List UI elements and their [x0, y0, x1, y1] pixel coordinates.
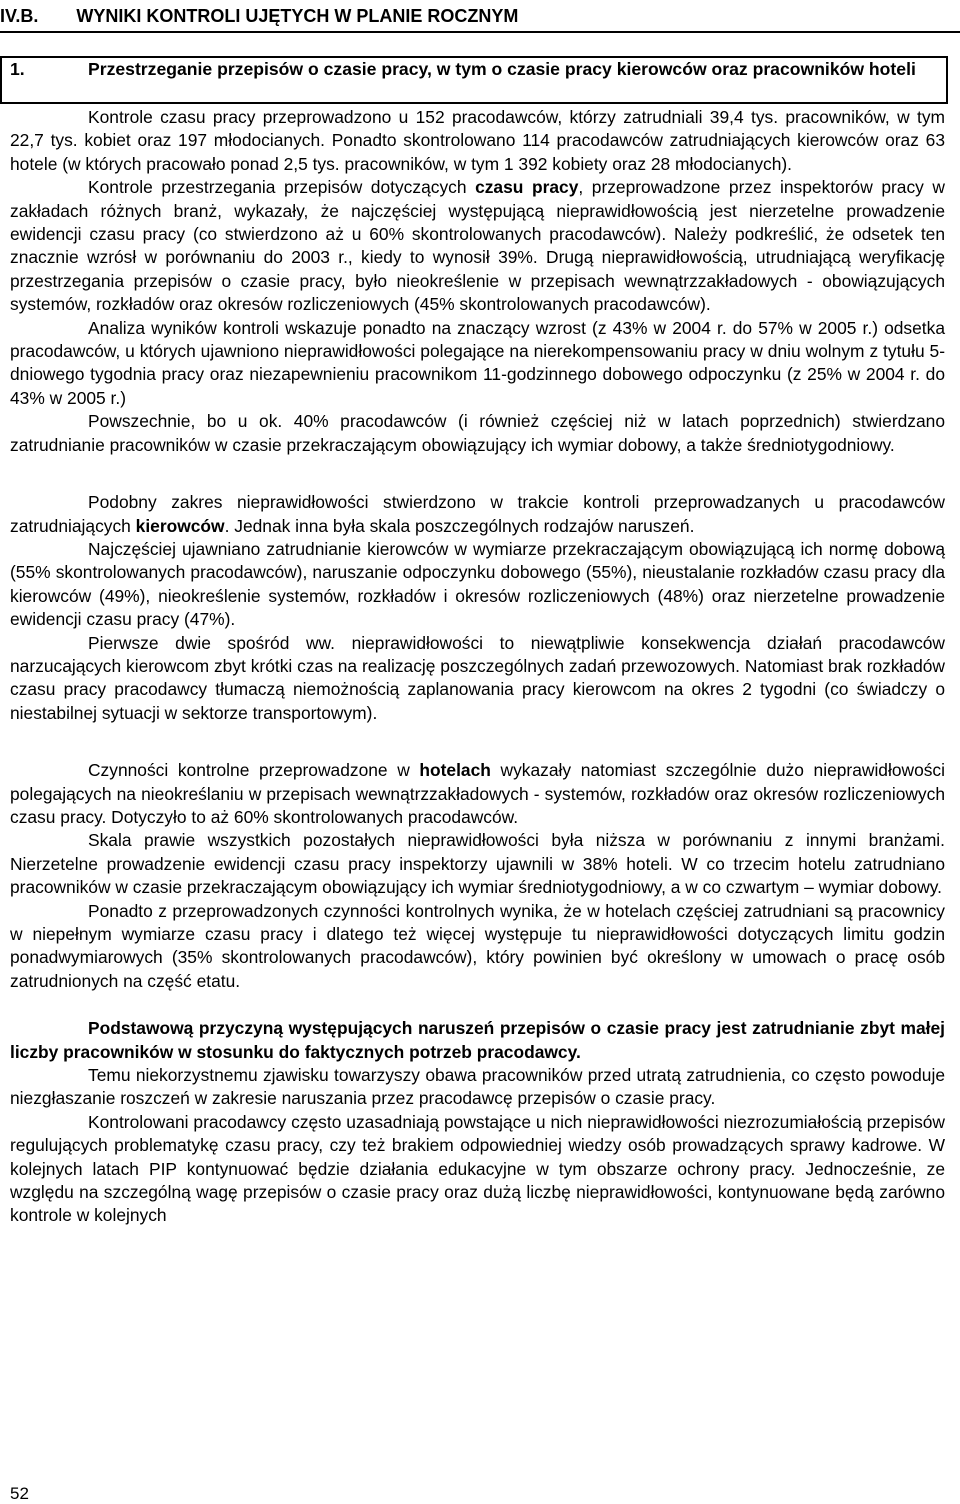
paragraph-2: Kontrole przestrzegania przepisów dotyczących czasu pracy, przeprowadzone przez inspektorów pracy w zakładach różnych branż, wykazały, że najczęściej występującą nieprawidłowością jest nierzetelne prowadzenie ewidencji czasu pracy (co stwierdzono aż u 60% skontrolowanych pracodawców). Należy podkreślić, że odsetek ten znacznie wzrósł w porównaniu do 2003 r., kiedy to wynosił 39%. Drugą nieprawidłowością, utrudniającą weryfikację przestrzegania przepisów o czasie pracy, było nieokreślenie w przepisach wewnątrzzakładowych - obowiązujących systemów, rozkładów oraz okresów rozliczeniowych (45% skontrolowanych pracodawców). [10, 177, 945, 315]
section-underline [0, 31, 960, 33]
subsection-heading [10, 58, 945, 82]
section-number: IV.B. [0, 6, 39, 26]
paragraph-10: Ponadto z przeprowadzonych czynności kontrolnych wynika, że w hotelach częściej zatrudniani są pracownicy w niepełnym wymiarze czasu pracy i dlatego też więcej występuje tu nieprawidłowości dotyczących limitu godzin ponadwymiarowych (35% skontrolowanych pracodawców), który powinien być określony w umowach o pracę osób zatrudnionych na część etatu. [10, 900, 945, 991]
subsection-number: 1. [10, 59, 25, 79]
section-title: WYNIKI KONTROLI UJĘTYCH W PLANIE ROCZNYM [76, 6, 519, 26]
paragraph-12: Temu niekorzystnemu zjawisku towarzyszy obawa pracowników przed utratą zatrudnienia, co często powoduje niezgłaszanie roszczeń w zakresie naruszania przez pracodawcę przepisów o czasie pracy. [10, 1065, 945, 1109]
paragraph-4: Powszechnie, bo u ok. 40% pracodawców (i również częściej niż w latach poprzednich) stwierdzano zatrudnianie pracowników w czasie przekraczającym obowiązujący ich wymiar dobowy, a także średniotygodniowy. [10, 411, 945, 455]
section-heading [0, 2, 960, 32]
paragraph-9: Skala prawie wszystkich pozostałych nieprawidłowości była niższa w porównaniu z innymi branżami. Nierzetelne prowadzenie ewidencji czasu pracy inspektorzy ujawnili w 38% hoteli. W co trzecim hotelu zatrudniano pracowników w czasie przekraczającym obowiązujący ich wymiar średniotygodniowy, a w co czwartym – wymiar dobowy. [10, 830, 945, 898]
paragraph-5: Podobny zakres nieprawidłowości stwierdzono w trakcie kontroli przeprowadzanych u pracodawców zatrudniających kierowców. Jednak inna była skala poszczególnych rodzajów naruszeń. [10, 492, 945, 536]
bold-hotelach: hotelach [419, 760, 491, 781]
paragraph-3: Analiza wyników kontroli wskazuje ponadto na znaczący wzrost (z 43% w 2004 r. do 57% w 2005 r.) odsetka pracodawców, u których ujawniono nieprawidłowości polegające na nierekompensowaniu pracy w dniu wolnym z tytułu 5-dniowego tygodnia pracy oraz niezapewnieniu pracownikom 11-godzinnego dobowego odpoczynku (z 25% w 2004 r. do 43% w 2005 r.) [10, 317, 945, 408]
page-number: 52 [10, 1484, 29, 1503]
document-body [10, 106, 945, 1228]
bold-kierowcow: kierowców [135, 515, 225, 536]
paragraph-8: Czynności kontrolne przeprowadzone w hotelach wykazały natomiast szczególnie dużo nieprawidłowości polegających na nieokreślaniu w przepisach wewnątrzzakładowych - systemów, rozkładów oraz okresów rozliczeniowych czasu pracy. Dotyczyło to aż 60% skontrolowanych pracodawców. [10, 760, 945, 827]
paragraph-13: Kontrolowani pracodawcy często uzasadniają powstające u nich nieprawidłowości niezrozumiałością przepisów regulujących problematykę czasu pracy, czy też brakiem odpowiedniej wiedzy osób prowadzących sprawy kadrowe. W kolejnych latach PIP kontynuować będzie działania edukacyjne w tym obszarze ochrony pracy. Jednocześnie, ze względu na szczególną wagę przepisów o czasie pracy oraz dużą liczbę nieprawidłowości, kontynuowane będą zarówno kontrole w kolejnych [10, 1111, 945, 1226]
bold-czasu-pracy: czasu pracy [475, 177, 579, 198]
paragraph-1: Kontrole czasu pracy przeprowadzono u 152 pracodawców, którzy zatrudniali 39,4 tys. pracowników, w tym 22,7 tys. kobiet oraz 197 młodocianych. Ponadto skontrolowano 114 pracodawców zatrudniających kierowców oraz 63 hotele (w których pracowało ponad 2,5 tys. pracowników, w tym 1 392 kobiety oraz 28 młodocianych). [10, 107, 945, 174]
paragraph-11: Podstawową przyczyną występujących naruszeń przepisów o czasie pracy jest zatrudnianie zbyt małej liczby pracowników w stosunku do faktycznych potrzeb pracodawcy. [10, 1018, 945, 1062]
subsection-title: Przestrzeganie przepisów o czasie pracy, w tym o czasie pracy kierowców oraz pracowników hoteli [88, 59, 916, 79]
paragraph-7: Pierwsze dwie spośród ww. nieprawidłowości to niewątpliwie konsekwencja działań pracodawców narzucających kierowcom zbyt krótki czas na realizację poszczególnych zadań przewozowych. Natomiast brak rozkładów czasu pracy pracodawcy tłumaczą niemożnością zaplanowania pracy kierowcom na okres 2 tygodni (co świadczy o niestabilnej sytuacji w sektorze transportowym). [10, 632, 945, 723]
paragraph-6: Najczęściej ujawniano zatrudnianie kierowców w wymiarze przekraczającym obowiązującą ich normę dobową (55% skontrolowanych pracodawców), naruszanie odpoczynku dobowego (55%), nieustalanie rozkładów czasu pracy dla kierowców (49%), nieokreślenie systemów, rozkładów i okresów rozliczeniowych (48%) oraz nierzetelne prowadzenie ewidencji czasu pracy (47%). [10, 538, 945, 630]
